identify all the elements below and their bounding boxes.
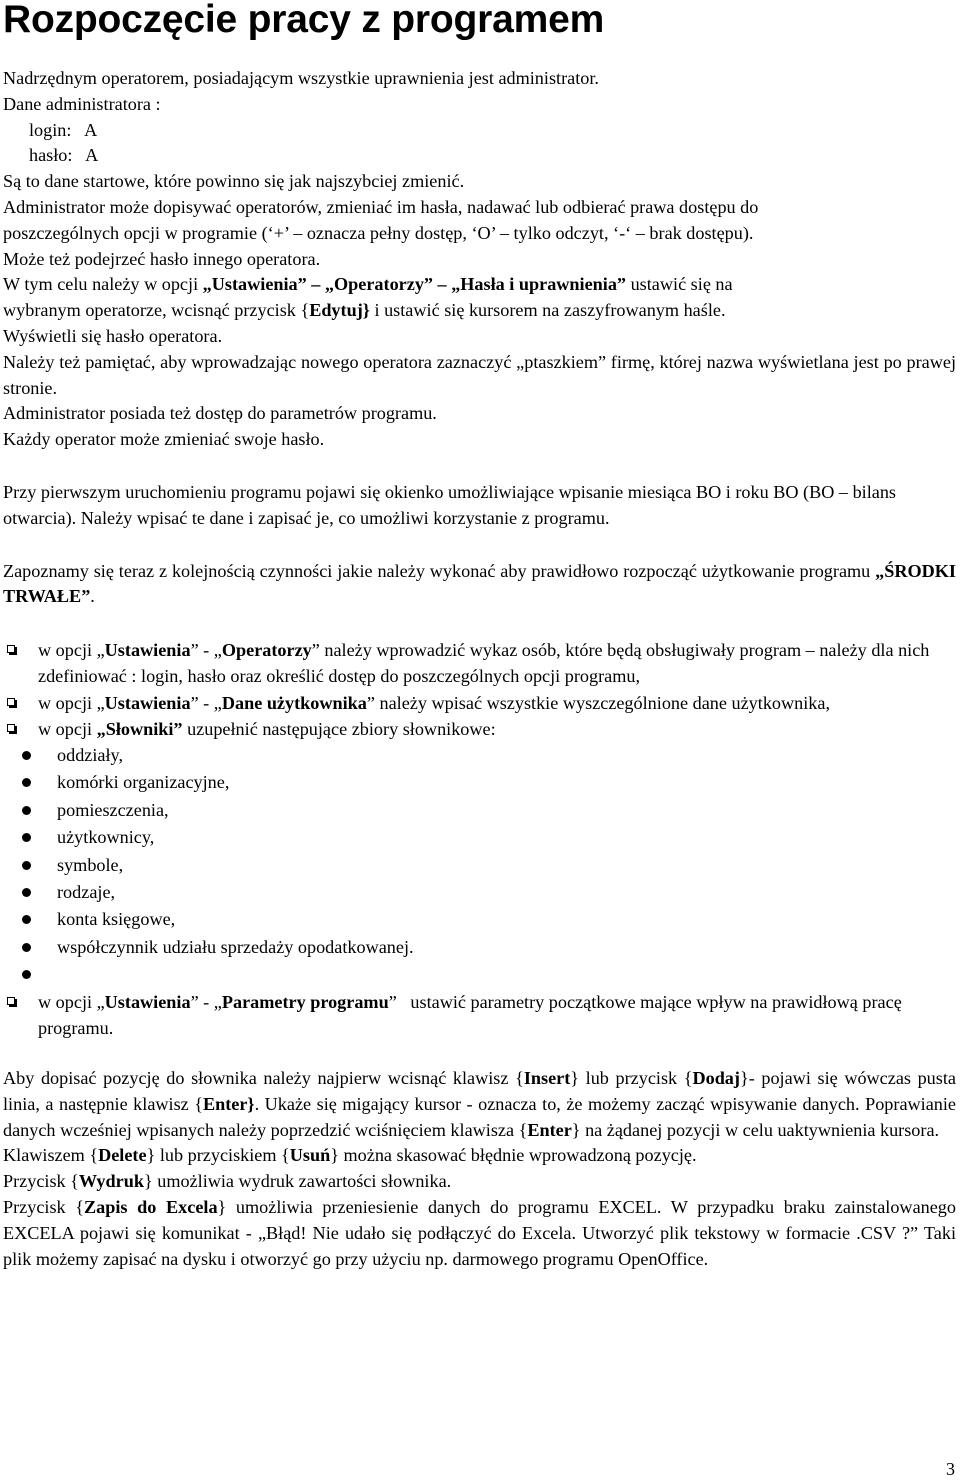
para-edit: wybranym operatorze, wcisnąć przycisk {Edytuj} i ustawić się kursorem na zaszyfrowanym haśle. bbox=[3, 300, 726, 321]
menu-path: „Ustawienia” – „Operatorzy” – „Hasła i uprawnienia” bbox=[202, 274, 627, 295]
para-first-run: Przy pierwszym uruchomieniu programu pojawi się okienko umożliwiające wpisanie miesiąca BO i roku BO (BO – bilans otwarcia). Należy wpisać te dane i zapisać je, co umożliwi korzystanie z programu. bbox=[3, 481, 897, 528]
list-item: oddziały, bbox=[3, 742, 956, 769]
para-admin-rights-2: poszczególnych opcji w programie (‘+’ – oznacza pełny dostęp, ‘O’ – tylko odczyt, ‘-‘ – brak dostępu). bbox=[3, 222, 754, 243]
list-item: komórki organizacyjne, bbox=[3, 769, 956, 796]
para-admin-data: Dane administratora : bbox=[3, 93, 161, 114]
bullet-icon bbox=[22, 915, 31, 924]
para-tick-company: Należy też pamiętać, aby wprowadzając nowego operatora zaznaczyć „ptaszkiem” firmę, której nazwa wyświetlana jest po prawej stronie. bbox=[3, 351, 956, 398]
para-show-password: Wyświetli się hasło operatora. bbox=[3, 325, 223, 346]
list-item: współczynnik udziału sprzedaży opodatkowanej. bbox=[3, 934, 956, 961]
list-item: w opcji „Ustawienia” - „Operatorzy” należy wprowadzić wykaz osób, które będą obsługiwały program – należy dla nich zdefiniować : login, hasło oraz określić dostęp do poszczególnych opcji programu, bbox=[3, 637, 956, 689]
page-number: 3 bbox=[946, 1459, 955, 1479]
bullet-icon bbox=[22, 888, 31, 897]
para-admin-rights-1: Administrator może dopisywać operatorów, zmieniać im hasła, nadawać lub odbierać prawa dostępu do bbox=[3, 196, 759, 217]
list-item: rodzaje, bbox=[3, 879, 956, 906]
list-item: użytkownicy, bbox=[3, 824, 956, 851]
para-admin-intro: Nadrzędnym operatorem, posiadającym wszystkie uprawnienia jest administrator. bbox=[3, 68, 599, 88]
checkbox-bullet-icon bbox=[7, 724, 15, 732]
program-name: „ŚRODKI TRWAŁE” bbox=[3, 560, 956, 607]
login-line: login: A bbox=[29, 119, 98, 140]
bullet-icon bbox=[22, 806, 31, 815]
bullet-icon bbox=[22, 861, 31, 870]
checkbox-bullet-icon bbox=[7, 997, 15, 1005]
bullet-icon bbox=[22, 751, 31, 760]
checkbox-bullet-icon bbox=[7, 698, 15, 706]
para-change-password: Każdy operator może zmieniać swoje hasło. bbox=[3, 429, 325, 450]
bullet-icon bbox=[22, 943, 31, 952]
bullet-icon bbox=[22, 833, 31, 842]
para-steps-intro: Zapoznamy się teraz z kolejnością czynności jakie należy wykonać aby prawidłowo rozpocząć użytkowanie programu „ŚRODKI TRWAŁE”. bbox=[3, 560, 956, 607]
list-item: pomieszczenia, bbox=[3, 797, 956, 824]
para-add-entry: Aby dopisać pozycję do słownika należy najpierw wcisnąć klawisz {Insert} lub przycisk {Dodaj}- pojawi się wówczas pusta linia, a następnie klawisz {Enter}. Ukaże się migający kursor - oznacza to, że możemy zacząć wpisywanie danych. Poprawianie danych wcześniej wpisanych należy poprzedzić wciśnięciem klawisza {Enter} na żądanej pozycji w celu uaktywnienia kursora. bbox=[3, 1068, 956, 1140]
list-item: w opcji „Ustawienia” - „Parametry programu” ustawić parametry początkowe mające wpływ na prawidłową pracę programu. bbox=[3, 989, 956, 1041]
list-item: konta księgowe, bbox=[3, 906, 956, 933]
list-item: w opcji „Słowniki” uzupełnić następujące zbiory słownikowe: bbox=[3, 716, 956, 742]
para-path: W tym celu należy w opcji „Ustawienia” – „Operatorzy” – „Hasła i uprawnienia” ustawić się na bbox=[3, 274, 733, 295]
bullet-icon bbox=[22, 970, 31, 979]
password-line: hasło: A bbox=[29, 145, 99, 166]
para-delete: Klawiszem {Delete} lub przyciskiem {Usuń} można skasować błędnie wprowadzoną pozycję. bbox=[3, 1145, 697, 1166]
para-excel: Przycisk {Zapis do Excela} umożliwia przeniesienie danych do programu EXCEL. W przypadku braku zainstalowanego EXCELA pojawi się komunikat - „Błąd! Nie udało się podłączyć do Excela. Utworzyć plik tekstowy w formacie .CSV ?” Taki plik możemy zapisać na dysku i otworzyć go przy użyciu np. darmowego programu OpenOffice. bbox=[3, 1196, 956, 1269]
edit-key: Edytuj} bbox=[309, 300, 370, 321]
list-item: w opcji „Ustawienia” - „Dane użytkownika” należy wpisać wszystkie wyszczególnione dane użytkownika, bbox=[3, 690, 956, 716]
list-item: symbole, bbox=[3, 852, 956, 879]
para-print: Przycisk {Wydruk} umożliwia wydruk zawartości słownika. bbox=[3, 1171, 452, 1192]
checkbox-bullet-icon bbox=[7, 645, 15, 653]
dictionary-list bbox=[3, 742, 956, 989]
para-admin-params: Administrator posiada też dostęp do parametrów programu. bbox=[3, 403, 437, 424]
para-view-password: Może też podejrzeć hasło innego operatora. bbox=[3, 248, 321, 269]
steps-list-cont bbox=[3, 989, 956, 1041]
list-item bbox=[3, 961, 956, 988]
steps-list bbox=[3, 637, 956, 742]
page-title: Rozpoczęcie pracy z programem bbox=[3, 0, 605, 41]
para-startup-data: Są to dane startowe, które powinno się jak najszybciej zmienić. bbox=[3, 171, 465, 192]
admin-section bbox=[3, 66, 956, 453]
bullet-icon bbox=[22, 778, 31, 787]
